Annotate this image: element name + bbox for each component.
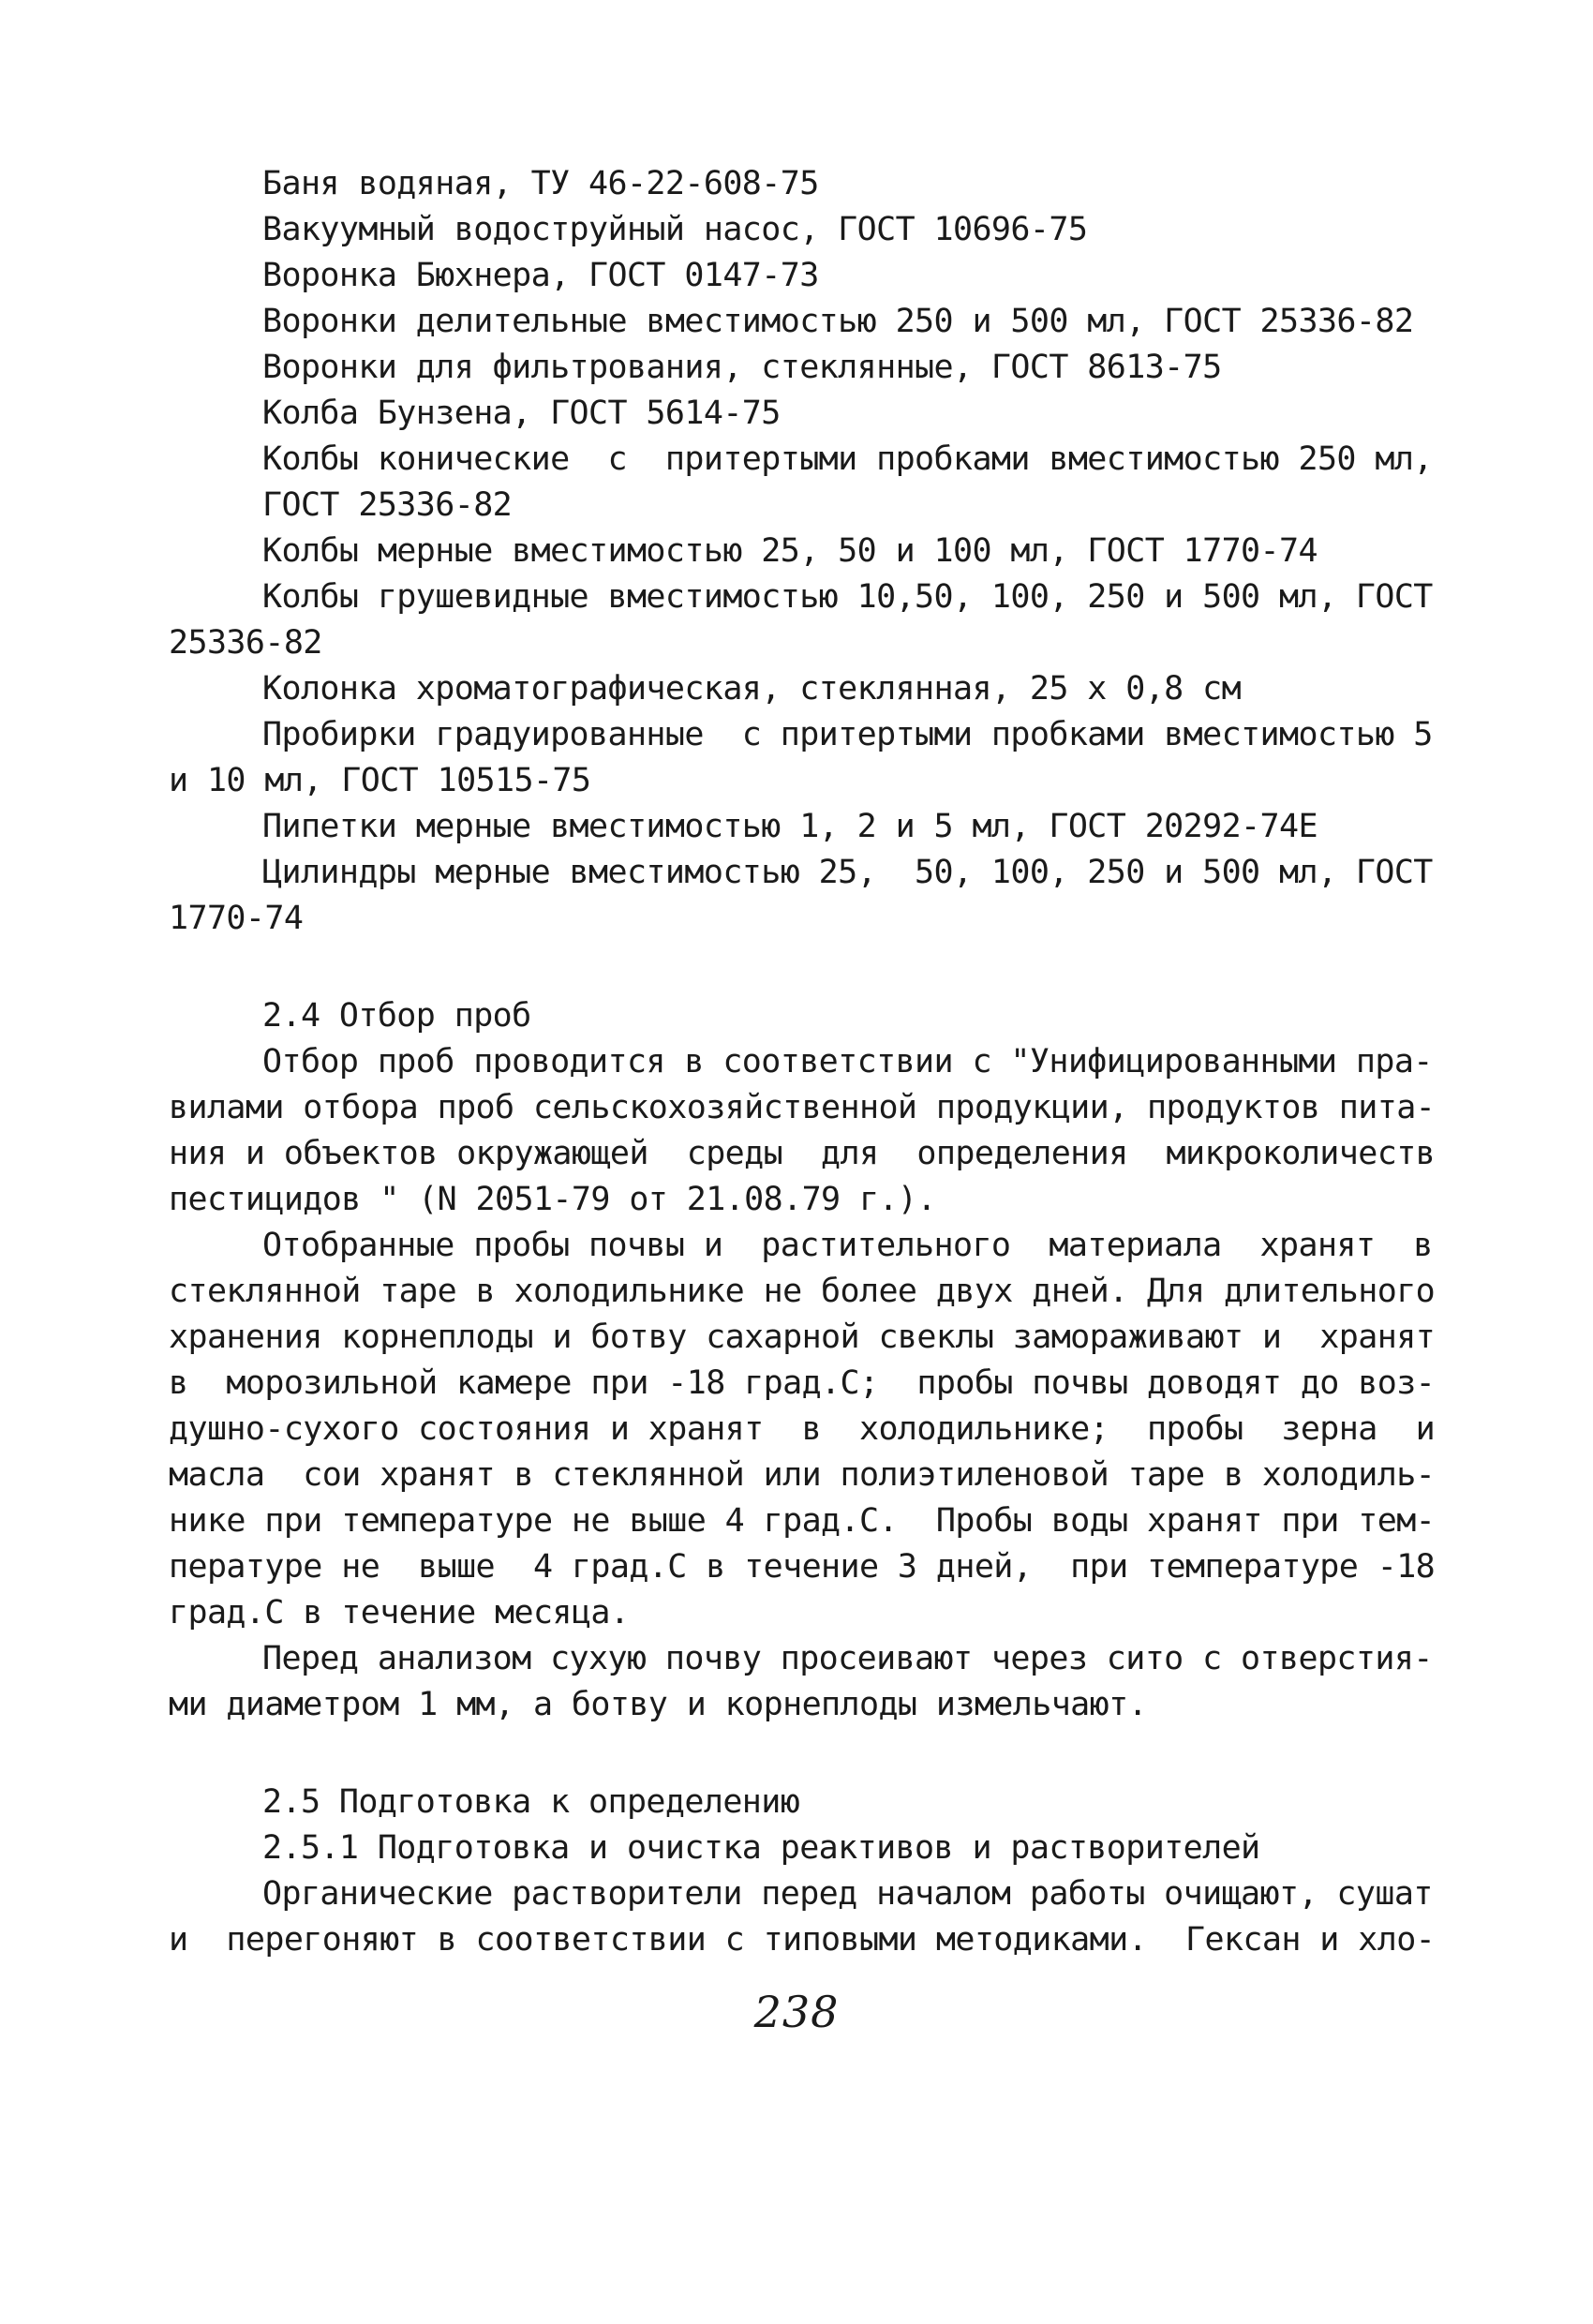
equipment-line: Воронка Бюхнера, ГОСТ 0147-73 — [262, 257, 819, 294]
paragraph-line: хранения корнеплоды и ботву сахарной свеклы замораживают и хранят — [169, 1318, 1436, 1356]
subsection-heading: 2.5.1 Подготовка и очистка реактивов и растворителей — [262, 1829, 1260, 1867]
equipment-line: Колбы конические с притертыми пробками вместимостью 250 мл, — [262, 440, 1433, 478]
paragraph-line: Отобранные пробы почвы и растительного материала хранят в — [262, 1227, 1433, 1264]
equipment-line: 1770-74 — [169, 900, 304, 937]
equipment-line: Колбы грушевидные вместимостью 10,50, 100, 250 и 500 мл, ГОСТ — [262, 578, 1433, 616]
paragraph-line: масла сои хранят в стеклянной или полиэтиленовой таре в холодиль- — [169, 1456, 1436, 1494]
equipment-line: Цилиндры мерные вместимостью 25, 50, 100, 250 и 500 мл, ГОСТ — [262, 854, 1433, 891]
paragraph-line: вилами отбора проб сельскохозяйственной продукции, продуктов пита- — [169, 1089, 1436, 1126]
equipment-line: Пипетки мерные вместимостью 1, 2 и 5 мл, ГОСТ 20292-74Е — [262, 808, 1318, 845]
equipment-line: Баня водяная, ТУ 46-22-608-75 — [262, 165, 819, 202]
page-number: 238 — [753, 1987, 840, 2037]
equipment-line: Колонка хроматографическая, стеклянная, 25 х 0,8 см — [262, 670, 1242, 708]
paragraph-line: и перегоняют в соответствии с типовыми методиками. Гексан и хло- — [169, 1921, 1436, 1959]
equipment-line: Воронки делительные вместимостью 250 и 500 мл, ГОСТ 25336-82 — [262, 303, 1414, 340]
paragraph-line: душно-сухого состояния и хранят в холодильнике; пробы зерна и — [169, 1410, 1436, 1448]
paragraph-line: стеклянной таре в холодильнике не более двух дней. Для длительного — [169, 1273, 1436, 1310]
paragraph-line: ния и объектов окружающей среды для определения микроколичеств — [169, 1135, 1436, 1172]
paragraph-line: пестицидов " (N 2051-79 от 21.08.79 г.). — [169, 1181, 936, 1218]
paragraph-line: Перед анализом сухую почву просеивают через сито с отверстия- — [262, 1640, 1433, 1677]
equipment-line: и 10 мл, ГОСТ 10515-75 — [169, 762, 591, 799]
equipment-line: Вакуумный водоструйный насос, ГОСТ 10696-75 — [262, 211, 1088, 248]
equipment-line: Воронки для фильтрования, стеклянные, ГОСТ 8613-75 — [262, 349, 1222, 386]
section-heading: 2.4 Отбор проб — [262, 997, 531, 1035]
paragraph-line: Органические растворители перед началом работы очищают, сушат — [262, 1875, 1433, 1913]
equipment-line: ГОСТ 25336-82 — [262, 486, 513, 524]
paragraph-line: град.С в течение месяца. — [169, 1594, 630, 1631]
paragraph-line: ми диаметром 1 мм, а ботву и корнеплоды измельчают. — [169, 1686, 1148, 1723]
equipment-line: Колба Бунзена, ГОСТ 5614-75 — [262, 395, 781, 432]
paragraph-line: нике при температуре не выше 4 град.С. Пробы воды хранят при тем- — [169, 1502, 1436, 1540]
equipment-line: Пробирки градуированные с притертыми пробками вместимостью 5 — [262, 716, 1433, 753]
equipment-line: Колбы мерные вместимостью 25, 50 и 100 мл, ГОСТ 1770-74 — [262, 532, 1318, 570]
paragraph-line: пературе не выше 4 град.С в течение 3 дней, при температуре -18 — [169, 1548, 1436, 1586]
paragraph-line: в морозильной камере при -18 град.С; пробы почвы доводят до воз- — [169, 1364, 1436, 1402]
section-heading: 2.5 Подготовка к определению — [262, 1783, 800, 1821]
paragraph-line: Отбор проб проводится в соответствии с "Унифицированными пра- — [262, 1043, 1433, 1080]
equipment-line: 25336-82 — [169, 624, 322, 662]
